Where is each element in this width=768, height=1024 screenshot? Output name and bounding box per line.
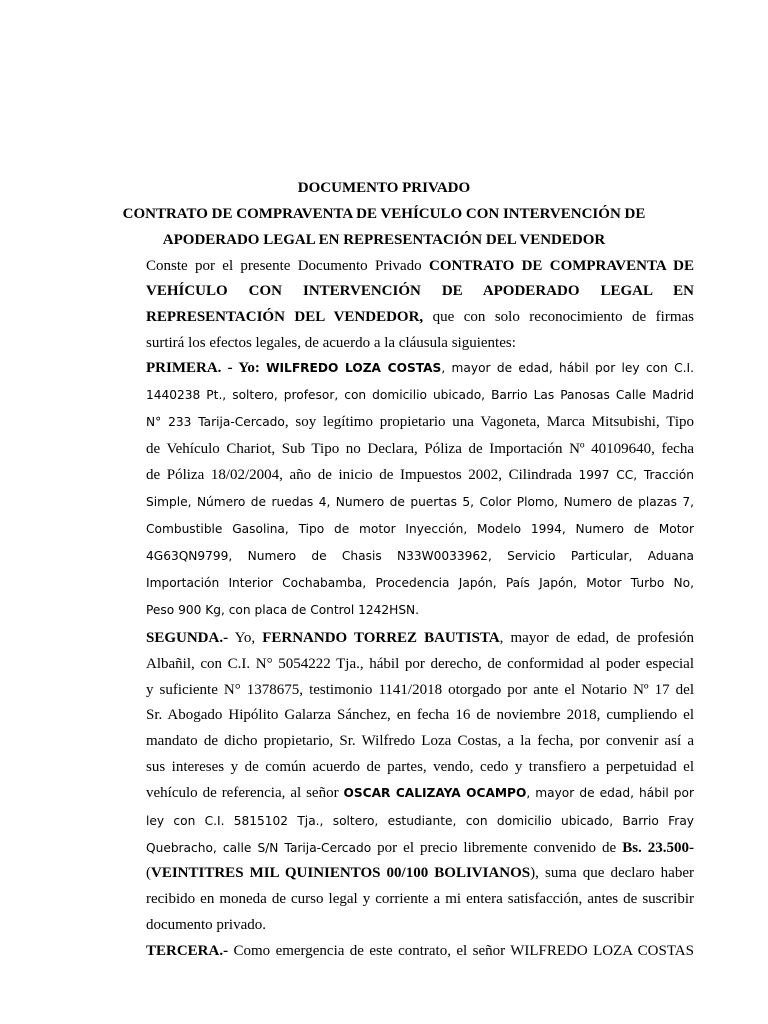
clause-primera-line-3 xyxy=(146,411,694,433)
intro-line-1 xyxy=(146,255,694,277)
intro-line-4: surtirá los efectos legales, de acuerdo a la cláusula siguientes: xyxy=(146,335,516,351)
clause-primera-line-2 xyxy=(146,384,694,406)
clause-text: , mayor de edad, hábil por xyxy=(526,786,694,800)
clause-text: vehículo de referencia, al señor xyxy=(146,785,344,801)
clause-segunda-line-11: recibido en moneda de curso legal y corriente a mi entera satisfacción, antes de suscribir xyxy=(146,891,694,907)
clause-segunda-line-12: documento privado. xyxy=(146,917,266,933)
clause-segunda-line-5: mandato de dicho propietario, Sr. Wilfredo Loza Costas, a la fecha, por convenir así a xyxy=(146,733,694,749)
document-subheading-line-2: APODERADO LEGAL EN REPRESENTACIÓN DEL VENDEDOR xyxy=(162,232,606,248)
contract-title-bold: REPRESENTACIÓN DEL VENDEDOR, xyxy=(146,309,424,325)
clause-segunda-line-1 xyxy=(146,627,694,649)
clause-text: ), suma que declaro haber xyxy=(530,865,694,881)
buyer-name: OSCAR CALIZAYA OCAMPO xyxy=(343,786,527,800)
clause-text: Simple, Número de ruedas 4, Numero de puertas 5, Color Plomo, Numero de plazas 7, xyxy=(146,495,694,509)
intro-text: que con solo reconocimiento de firmas xyxy=(423,309,694,325)
clause-text: Como emergencia de este contrato, el señor WILFREDO LOZA COSTAS xyxy=(228,943,694,959)
attorney-name: FERNANDO TORREZ BAUTISTA xyxy=(262,630,500,646)
clause-primera-line-4: de Vehículo Chariot, Sub Tipo no Declara, Póliza de Importación Nº 40109640, fecha xyxy=(146,441,694,457)
sale-price: Bs. 23.500- xyxy=(622,840,695,856)
document-subheading-line-1: CONTRATO DE COMPRAVENTA DE VEHÍCULO CON INTERVENCIÓN DE xyxy=(122,206,646,222)
clause-text: 4G63QN9799, Numero de Chasis N33W0033962, Servicio Particular, Aduana xyxy=(146,549,694,563)
clause-text: , mayor de edad, hábil por ley con C.I. xyxy=(441,361,694,375)
clause-text: N° 233 Tarija-Cercado xyxy=(146,415,285,429)
clause-text: Importación Interior Cochabamba, Procedencia Japón, País Japón, Motor Turbo No, xyxy=(146,576,694,590)
clause-text: Combustible Gasolina, Tipo de motor Inyección, Modelo 1994, Numero de Motor xyxy=(146,522,694,536)
clause-primera-line-7 xyxy=(146,518,694,540)
intro-line-2 xyxy=(146,280,694,302)
clause-text: , soy legítimo propietario una Vagoneta, Marca Mitsubishi, Tipo xyxy=(284,414,694,430)
clause-primera-line-5 xyxy=(146,464,694,486)
clause-yo: Yo: xyxy=(232,360,267,376)
clause-primera-line-9 xyxy=(146,572,694,594)
clause-label-tercera: TERCERA.- xyxy=(146,943,229,959)
clause-segunda-line-10 xyxy=(146,862,694,884)
clause-text: por el precio libremente convenido de xyxy=(371,840,623,856)
clause-primera-line-10 xyxy=(146,599,694,621)
intro-line-3 xyxy=(146,306,694,328)
seller-name: WILFREDO LOZA COSTAS xyxy=(266,361,442,375)
intro-text: Conste por el presente Documento Privado xyxy=(146,258,429,274)
clause-segunda-line-7 xyxy=(146,782,694,804)
clause-text: Quebracho, calle S/N Tarija-Cercado xyxy=(146,841,372,855)
clause-segunda-line-3: y suficiente N° 1378675, testimonio 1141/2018 otorgado por ante el Notario Nº 17 del xyxy=(146,682,694,698)
clause-text: Peso 900 Kg, con placa de Control 1242HSN. xyxy=(146,603,420,617)
clause-text: , mayor de edad, de profesión xyxy=(499,630,694,646)
contract-title-bold: CONTRATO DE COMPRAVENTA DE xyxy=(428,258,695,274)
clause-segunda-line-8 xyxy=(146,810,694,832)
clause-text: 1440238 Pt., soltero, profesor, con domicilio ubicado, Barrio Las Panosas Calle Madrid xyxy=(146,388,694,402)
clause-label-primera: PRIMERA. - xyxy=(146,360,233,376)
clause-tercera-line-1 xyxy=(146,940,694,962)
sale-price-words: VEINTITRES MIL QUINIENTOS 00/100 BOLIVIANOS xyxy=(151,865,531,881)
clause-text: de Póliza 18/02/2004, año de inicio de Impuestos 2002, Cilindrada xyxy=(146,467,579,483)
clause-segunda-line-4: Sr. Abogado Hipólito Galarza Sánchez, en fecha 16 de noviembre 2018, cumpliendo el xyxy=(146,707,694,723)
clause-label-segunda: SEGUNDA.- xyxy=(146,630,229,646)
clause-text: Yo, xyxy=(228,630,263,646)
clause-primera-line-8 xyxy=(146,545,694,567)
clause-segunda-line-9 xyxy=(146,837,694,859)
clause-primera-line-6 xyxy=(146,491,694,513)
clause-text: 1997 CC, Tracción xyxy=(578,468,694,482)
clause-segunda-line-6: sus intereses y de común acuerdo de partes, vendo, cedo y transfiero a perpetuidad el xyxy=(146,759,694,775)
clause-segunda-line-2: Albañil, con C.I. N° 5054222 Tja., hábil por derecho, de conformidad al poder especial xyxy=(146,656,694,672)
contract-title-bold: VEHÍCULO CON INTERVENCIÓN DE APODERADO LEGAL EN xyxy=(146,283,694,299)
clause-text: ley con C.I. 5815102 Tja., soltero, estudiante, con domicilio ubicado, Barrio Fray xyxy=(146,814,694,828)
clause-primera-line-1 xyxy=(146,357,694,379)
document-heading: DOCUMENTO PRIVADO xyxy=(297,180,471,196)
clause-text: ( xyxy=(146,865,151,881)
